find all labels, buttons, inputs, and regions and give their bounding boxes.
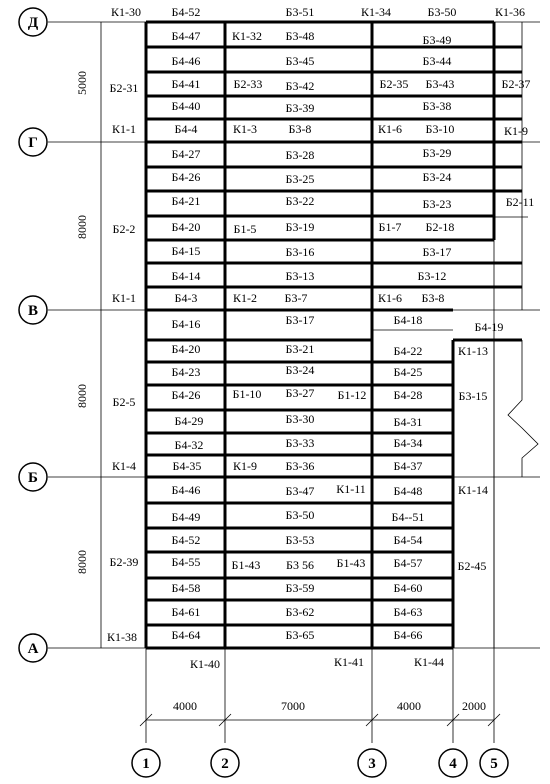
mark: Б3-30 [285, 412, 315, 426]
axis-label-v: В [27, 303, 39, 319]
mark: Б3-62 [285, 605, 315, 619]
mark: Б4-23 [171, 365, 201, 379]
mark: Б3-65 [285, 628, 315, 642]
dim-horizontal-4: 2000 [462, 699, 486, 713]
mark: Б2-18 [425, 220, 455, 234]
mark: Б4-57 [393, 556, 423, 570]
mark: Б4-16 [171, 317, 201, 331]
mark: Б3-17 [285, 313, 315, 327]
mark: К1-40 [190, 657, 220, 671]
mark: Б4-22 [393, 344, 423, 358]
mark: Б4-60 [393, 581, 423, 595]
dim-horizontal-1: 4000 [173, 699, 197, 713]
mark: Б3-50 [285, 508, 315, 522]
mark: Б4-29 [174, 414, 204, 428]
mark: Б4-26 [171, 388, 201, 402]
mark: К1-9 [233, 459, 257, 473]
mark: Б3-24 [285, 363, 315, 377]
mark: Б3-23 [422, 197, 452, 211]
element-marks [107, 5, 534, 671]
mark: Б3-42 [285, 79, 315, 93]
mark: Б4-61 [171, 605, 201, 619]
mark: Б3-29 [422, 146, 452, 160]
mark: Б3-39 [285, 101, 315, 115]
mark: Б3-38 [422, 99, 452, 113]
mark: Б3-16 [285, 245, 315, 259]
axis-label-2: 2 [221, 756, 229, 772]
mark: Б3-12 [417, 269, 447, 283]
mark: Б3-59 [285, 581, 315, 595]
mark: К1-44 [414, 655, 444, 669]
mark: Б1-10 [232, 387, 262, 401]
mark: Б4-58 [171, 581, 201, 595]
mark: Б4-14 [171, 269, 201, 283]
axis-label-b: Б [28, 470, 38, 486]
mark: Б4-4 [174, 122, 198, 136]
axis-label-d: Д [27, 15, 39, 31]
mark: Б2-45 [457, 559, 487, 573]
axis-label-1: 1 [142, 756, 150, 772]
mark: Б3 56 [286, 558, 314, 572]
axis-label-a: А [27, 641, 39, 657]
mark: Б1-7 [378, 220, 402, 234]
dim-vertical-1: 5000 [75, 71, 89, 95]
mark: Б2-2 [112, 222, 136, 236]
mark: Б4-19 [474, 320, 504, 334]
axis-label-5: 5 [490, 756, 498, 772]
mark: Б4-35 [172, 459, 202, 473]
mark: Б4-64 [171, 628, 201, 642]
mark: Б1-12 [337, 388, 367, 402]
mark: Б3-21 [285, 342, 315, 356]
dim-horizontal-2: 7000 [281, 699, 305, 713]
mark: Б3-36 [285, 459, 315, 473]
mark: Б3-33 [285, 436, 315, 450]
mark: Б3-8 [421, 291, 445, 305]
mark: К1-6 [378, 122, 402, 136]
mark: Б3-24 [422, 170, 452, 184]
mark: Б4-54 [393, 533, 423, 547]
mark: Б3-49 [422, 33, 452, 47]
mark: Б3-45 [285, 54, 315, 68]
mark: Б4-27 [171, 147, 201, 161]
mark: Б3-47 [285, 484, 315, 498]
mark: К1-11 [336, 482, 366, 496]
mark: Б4-41 [171, 77, 201, 91]
mark: Б3-15 [458, 389, 488, 403]
mark: Б4-32 [174, 438, 204, 452]
mark: Б2-39 [109, 555, 139, 569]
mark: К1-41 [334, 655, 364, 669]
mark: Б3-50 [427, 5, 457, 19]
mark: Б2-11 [505, 195, 535, 209]
axis-label-g: Г [28, 135, 38, 151]
mark: К1-14 [458, 483, 488, 497]
dim-vertical-4: 8000 [75, 550, 89, 574]
mark: К1-2 [233, 291, 257, 305]
mark: Б4-52 [171, 5, 201, 19]
mark: К1-13 [458, 344, 488, 358]
mark: К1-38 [107, 630, 137, 644]
mark: Б4-20 [171, 220, 201, 234]
mark: Б4-37 [393, 459, 423, 473]
mark: Б2-5 [112, 395, 136, 409]
axis-label-4: 4 [449, 756, 457, 772]
mark: Б4-48 [393, 484, 423, 498]
mark: Б4-18 [393, 313, 423, 327]
mark: К1-30 [111, 5, 141, 19]
mark: Б4-49 [171, 510, 201, 524]
mark: Б3-17 [422, 245, 452, 259]
break-line [508, 340, 538, 477]
mark: Б3-13 [285, 269, 315, 283]
mark: Б4--51 [391, 510, 425, 524]
mark: К1-4 [112, 459, 136, 473]
dim-vertical-2: 8000 [75, 215, 89, 239]
mark: Б2-31 [109, 81, 139, 95]
axis-label-3: 3 [368, 756, 376, 772]
mark: К1-1 [112, 122, 136, 136]
mark: Б4-46 [171, 483, 201, 497]
dim-horizontal-3: 4000 [397, 699, 421, 713]
mark: Б4-3 [174, 291, 198, 305]
mark: Б1-43 [231, 558, 261, 572]
mark: Б4-66 [393, 628, 423, 642]
mark: Б3-51 [285, 5, 315, 19]
mark: К1-36 [495, 5, 525, 19]
mark: Б4-25 [393, 365, 423, 379]
mark: Б4-20 [171, 342, 201, 356]
mark: К1-9 [504, 124, 528, 138]
mark: Б3-10 [425, 122, 455, 136]
mark: Б2-33 [233, 77, 263, 91]
mark: Б3-19 [285, 220, 315, 234]
mark: Б4-47 [171, 29, 201, 43]
mark: Б3-28 [285, 148, 315, 162]
mark: Б4-63 [393, 605, 423, 619]
mark: Б4-28 [393, 388, 423, 402]
mark: Б4-55 [171, 555, 201, 569]
mark: К1-6 [378, 291, 402, 305]
mark: Б3-22 [285, 194, 315, 208]
mark: Б4-21 [171, 194, 201, 208]
mark: Б2-35 [379, 77, 409, 91]
mark: Б4-34 [393, 436, 423, 450]
mark: Б3-25 [285, 172, 315, 186]
mark: Б4-40 [171, 99, 201, 113]
mark: Б4-52 [171, 533, 201, 547]
mark: К1-32 [232, 29, 262, 43]
mark: Б3-48 [285, 29, 315, 43]
mark: Б4-26 [171, 170, 201, 184]
mark: Б3-8 [288, 122, 312, 136]
mark: К1-34 [361, 5, 391, 19]
mark: Б3-44 [422, 54, 452, 68]
mark: Б1-5 [233, 222, 257, 236]
mark: Б4-15 [171, 244, 201, 258]
mark: К1-1 [112, 291, 136, 305]
mark: Б2-37 [501, 77, 531, 91]
mark: К1-3 [233, 122, 257, 136]
thick-beams [146, 22, 522, 648]
mark: Б3-53 [285, 533, 315, 547]
mark: Б4-46 [171, 54, 201, 68]
mark: Б1-43 [336, 556, 366, 570]
mark: Б4-31 [393, 415, 423, 429]
mark: Б3-43 [425, 77, 455, 91]
dim-vertical-3: 8000 [75, 384, 89, 408]
mark: Б3-7 [284, 291, 308, 305]
mark: Б3-27 [285, 386, 315, 400]
